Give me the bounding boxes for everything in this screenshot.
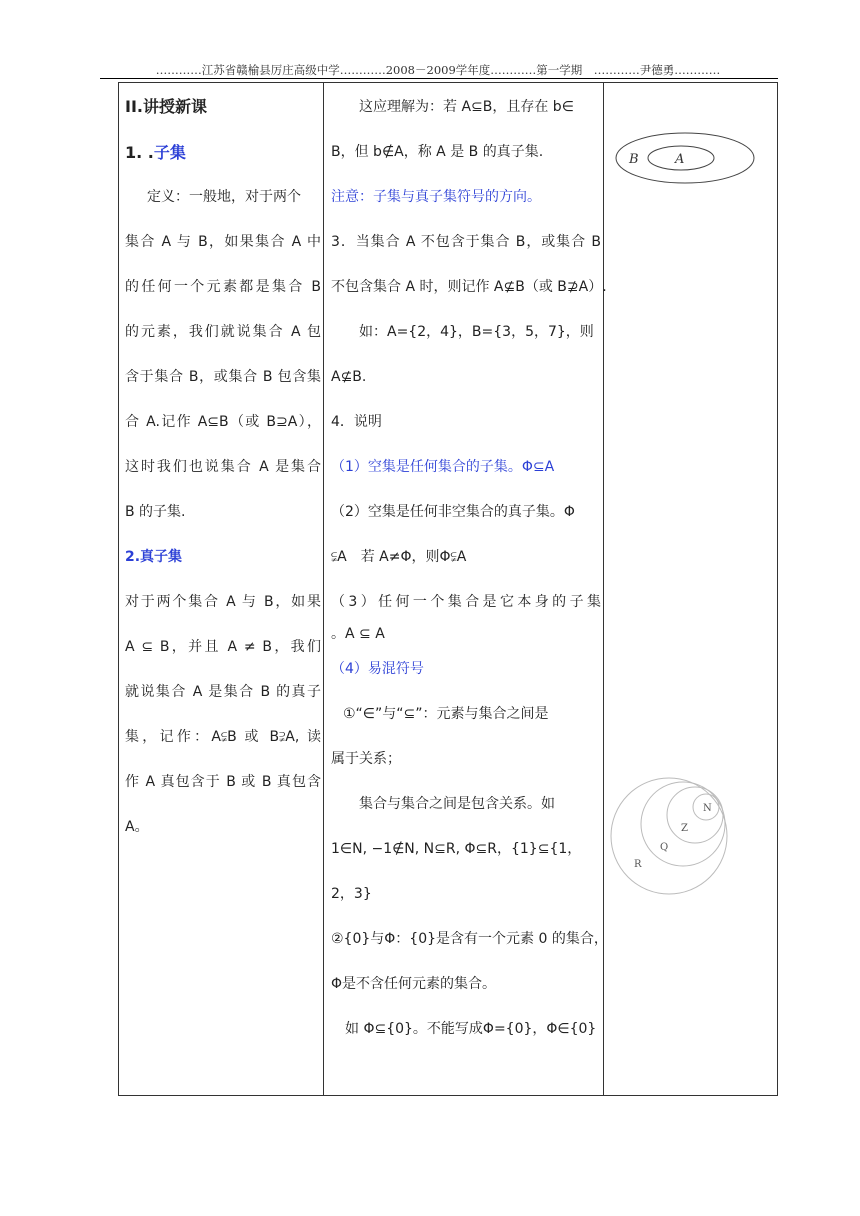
note-direction: 注意：子集与真子集符号的方向。	[331, 189, 541, 205]
def-line-6: 合 A.记作 A⊆B（或 B⊇A），	[125, 414, 321, 430]
example-line-2: A⊈B.	[331, 369, 367, 385]
set-r-circle	[611, 778, 727, 894]
venn-diagram-subset	[609, 127, 769, 187]
set-b-label: B	[629, 152, 639, 167]
empty-set-note-2a: （2）空集是任何非空集合的真子集。Φ	[331, 504, 575, 520]
label-z: Z	[681, 823, 688, 834]
number-sets-diagram	[607, 773, 733, 899]
symbols-line-3: 集合与集合之间是包含关系。如	[359, 796, 555, 812]
def-line-8: B 的子集.	[125, 504, 186, 520]
def-line-7: 这时我们也说集合 A 是集合	[125, 459, 321, 475]
expl-line-3: 3．当集合 A 不包含于集合 B，或集合 B	[331, 234, 601, 250]
subsection-subset	[125, 143, 321, 163]
def-line-4: 的元素，我们就说集合 A 包	[125, 324, 321, 340]
expl-line-2: B，但 b∉A，称 A 是 B 的真子集.	[331, 144, 544, 160]
proper-line-5: 作 A 真包含于 B 或 B 真包含	[125, 774, 321, 790]
lesson-table	[118, 82, 778, 1096]
subsection-proper-subset: 2.真子集	[125, 549, 183, 565]
proper-line-1: 对于两个集合 A 与 B，如果	[125, 594, 321, 610]
empty-set-note-1: （1）空集是任何集合的子集。Φ⊆A	[331, 459, 555, 475]
symbols-line-4: 1∈N, −1∉N, N⊆R, Φ⊆R，{1}⊆{1，	[331, 841, 582, 857]
def-line-5: 含于集合 B，或集合 B 包含集	[125, 369, 321, 385]
label-r: R	[634, 859, 642, 870]
self-subset-note-a: （3）任何一个集合是它本身的子集	[331, 594, 601, 610]
expl-line-1: 这应理解为：若 A⊆B，且存在 b∈	[359, 99, 574, 115]
empty-vs-zero-line-3: 如 Φ⊆{0}。不能写成Φ={0}，Φ∈{0}	[345, 1021, 597, 1037]
symbols-line-5: 2，3}	[331, 886, 372, 902]
symbols-line-1: ①“∈”与“⊆”：元素与集合之间是	[343, 706, 549, 722]
proper-line-2: A ⊆ B，并且 A ≠ B，我们	[125, 639, 321, 655]
empty-set-note-2b: ⫋A 若 A≠Φ，则Φ⫋A	[331, 549, 467, 565]
proper-line-4: 集，记作：A⫋B 或 B⫌A, 读	[125, 729, 321, 745]
def-line-2: 集合 A 与 B，如果集合 A 中	[125, 234, 321, 250]
def-line-1: 定义：一般地，对于两个	[147, 189, 301, 205]
subsection-title: 子集	[153, 143, 186, 162]
subsection-number: 1. .	[125, 143, 154, 162]
self-subset-note-b: 。A ⊆ A	[331, 626, 385, 642]
set-a-label: A	[675, 152, 685, 167]
column-divider-1	[323, 83, 324, 1095]
label-n: N	[703, 803, 712, 814]
example-line-1: 如：A={2，4}，B={3，5，7}，则	[359, 324, 594, 340]
set-z-circle	[667, 787, 723, 843]
section-title: II.讲授新课	[125, 97, 207, 116]
label-q: Q	[660, 842, 669, 853]
confusing-symbols-heading: （4）易混符号	[331, 661, 424, 677]
header-rule	[100, 78, 778, 79]
def-line-3: 的任何一个元素都是集合 B	[125, 279, 321, 295]
explanation-heading: 4．说明	[331, 414, 382, 430]
empty-vs-zero-line-1: ②{0}与Φ：{0}是含有一个元素 0 的集合，	[331, 931, 608, 947]
symbols-line-2: 属于关系；	[331, 751, 401, 767]
page-header: …………江苏省赣榆县厉庄高级中学…………2008－2009学年度…………第一学期 …………尹德勇…………	[155, 63, 721, 77]
empty-vs-zero-line-2: Φ是不含任何元素的集合。	[331, 976, 497, 992]
proper-line-3: 就说集合 A 是集合 B 的真子	[125, 684, 321, 700]
proper-line-6: A。	[125, 819, 149, 835]
expl-line-4: 不包含集合 A 时，则记作 A⊈B（或 B⊉A）.	[331, 279, 607, 295]
